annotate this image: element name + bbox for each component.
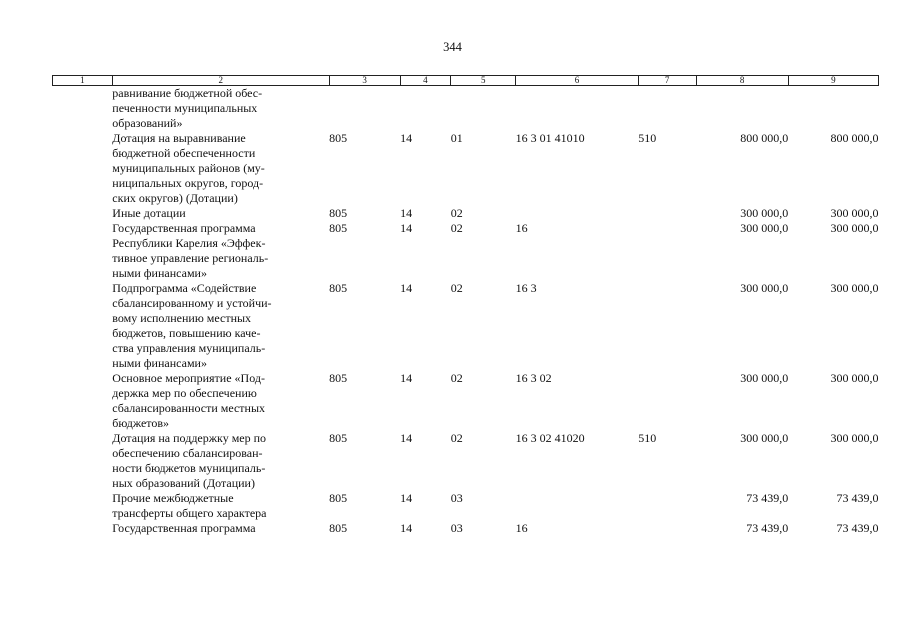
description-line: муниципальных районов (му- <box>112 161 265 175</box>
row-code-ministry: 805 <box>329 221 348 235</box>
row-amount-year2: 300 000,0 <box>830 221 879 235</box>
row-empty-cell <box>53 371 113 431</box>
row-empty-cell <box>53 521 113 536</box>
row-description <box>112 431 329 491</box>
row-description <box>112 491 329 521</box>
row-description <box>112 206 329 221</box>
row-empty-cell <box>53 221 113 281</box>
header-cell: 6 <box>516 76 639 86</box>
description-line: Дотация на поддержку мер по <box>112 431 267 445</box>
row-empty-cell <box>53 131 113 206</box>
header-cell: 7 <box>638 76 696 86</box>
description-line: Подпрограмма «Содействие <box>112 281 257 295</box>
row-code-expense-type <box>638 281 696 371</box>
row-empty-cell <box>53 206 113 221</box>
row-amount-year1: 300 000,0 <box>740 431 789 445</box>
row-code-section: 14 <box>400 371 413 385</box>
description-line: образований» <box>112 116 183 130</box>
header-cell: 3 <box>329 76 400 86</box>
row-code-subsection: 03 <box>450 491 463 505</box>
row-code-subsection: 02 <box>450 371 463 385</box>
row-amount-year1 <box>696 86 788 132</box>
description-line: вому исполнению местных <box>112 311 252 325</box>
page-number: 344 <box>443 40 462 54</box>
description-line: Республики Карелия «Эффек- <box>112 236 266 250</box>
header-cell: 5 <box>451 76 516 86</box>
header-cell: 2 <box>112 76 329 86</box>
description-line: печенности муниципальных <box>112 101 258 115</box>
row-code-section: 14 <box>400 221 413 235</box>
description-line: ными финансами» <box>112 266 207 280</box>
row-code-expense-type <box>638 221 696 281</box>
row-code-subsection: 03 <box>450 521 463 535</box>
row-code-section: 14 <box>400 491 413 505</box>
row-code-section: 14 <box>400 431 413 445</box>
description-line: Прочие межбюджетные <box>112 491 234 505</box>
row-amount-year2 <box>788 86 878 132</box>
row-code-subsection <box>451 86 516 132</box>
description-line: ских округов) (Дотации) <box>112 191 238 205</box>
row-amount-year1: 73 439,0 <box>746 521 789 535</box>
table-row <box>53 431 879 491</box>
row-empty-cell <box>53 431 113 491</box>
description-line: сбалансированному и устойчи- <box>112 296 272 310</box>
row-code-target: 16 <box>515 221 528 235</box>
table-row <box>53 371 879 431</box>
description-line: обеспечению сбалансирован- <box>112 446 263 460</box>
description-line: Дотация на выравнивание <box>112 131 246 145</box>
table-body <box>53 86 879 537</box>
table-row <box>53 221 879 281</box>
table-row <box>53 521 879 536</box>
budget-table <box>52 75 879 536</box>
row-code-ministry: 805 <box>329 206 348 220</box>
row-code-expense-type <box>638 86 696 132</box>
row-description <box>112 131 329 206</box>
description-line: ными финансами» <box>112 356 207 370</box>
row-code-subsection: 02 <box>450 281 463 295</box>
row-description <box>112 86 329 132</box>
row-code-section: 14 <box>400 521 413 535</box>
row-code-target: 16 3 01 41010 <box>515 131 585 145</box>
row-code-ministry: 805 <box>329 521 348 535</box>
row-code-expense-type <box>638 491 696 521</box>
description-line: бюджетов» <box>112 416 170 430</box>
row-amount-year2: 300 000,0 <box>830 371 879 385</box>
description-line: трансферты общего характера <box>112 506 267 520</box>
row-code-section: 14 <box>400 131 413 145</box>
row-code-ministry: 805 <box>329 491 348 505</box>
row-code-expense-type: 510 <box>638 131 657 145</box>
row-code-expense-type <box>638 206 696 221</box>
row-amount-year1: 300 000,0 <box>740 221 789 235</box>
row-amount-year1: 300 000,0 <box>740 206 789 220</box>
row-code-expense-type: 510 <box>638 431 657 445</box>
row-code-target <box>516 206 639 221</box>
description-line: тивное управление региональ- <box>112 251 269 265</box>
row-code-subsection: 01 <box>450 131 463 145</box>
table-row <box>53 86 879 132</box>
description-line: ства управления муниципаль- <box>112 341 266 355</box>
row-amount-year2: 73 439,0 <box>836 521 879 535</box>
description-line: Иные дотации <box>112 206 186 220</box>
row-description <box>112 521 329 536</box>
row-amount-year2: 800 000,0 <box>830 131 879 145</box>
row-code-target: 16 3 02 <box>515 371 552 385</box>
row-code-target: 16 3 <box>515 281 537 295</box>
description-line: Основное мероприятие «Под- <box>112 371 265 385</box>
row-amount-year2: 300 000,0 <box>830 206 879 220</box>
row-amount-year1: 300 000,0 <box>740 371 789 385</box>
row-code-ministry: 805 <box>329 281 348 295</box>
description-line: бюджетов, повышению каче- <box>112 326 261 340</box>
description-line: держка мер по обеспечению <box>112 386 257 400</box>
column-number-header <box>53 76 879 86</box>
row-description <box>112 371 329 431</box>
table-row <box>53 281 879 371</box>
header-cell: 8 <box>696 76 788 86</box>
description-line: Государственная программа <box>112 221 256 235</box>
row-code-section: 14 <box>400 206 413 220</box>
header-cell: 4 <box>400 76 451 86</box>
description-line: Государственная программа <box>112 521 256 535</box>
row-description <box>112 281 329 371</box>
row-code-subsection: 02 <box>450 206 463 220</box>
row-empty-cell <box>53 281 113 371</box>
row-code-ministry: 805 <box>329 371 348 385</box>
description-line: равнивание бюджетной обес- <box>112 86 263 100</box>
row-code-target <box>516 491 639 521</box>
description-line: бюджетной обеспеченности <box>112 146 256 160</box>
row-code-target <box>516 86 639 132</box>
row-code-ministry: 805 <box>329 431 348 445</box>
row-code-target: 16 3 02 41020 <box>515 431 585 445</box>
row-amount-year2: 300 000,0 <box>830 281 879 295</box>
description-line: сбалансированности местных <box>112 401 266 415</box>
header-cell: 1 <box>53 76 113 86</box>
row-code-ministry <box>329 86 400 132</box>
table-row <box>53 491 879 521</box>
header-cell: 9 <box>788 76 878 86</box>
table-row <box>53 206 879 221</box>
description-line: ных образований (Дотации) <box>112 476 255 490</box>
description-line: ниципальных округов, город- <box>112 176 264 190</box>
row-amount-year1: 300 000,0 <box>740 281 789 295</box>
row-amount-year2: 73 439,0 <box>836 491 879 505</box>
row-amount-year2: 300 000,0 <box>830 431 879 445</box>
row-empty-cell <box>53 86 113 132</box>
row-amount-year1: 73 439,0 <box>746 491 789 505</box>
row-code-target: 16 <box>515 521 528 535</box>
row-code-subsection: 02 <box>450 221 463 235</box>
row-code-section: 14 <box>400 281 413 295</box>
row-amount-year1: 800 000,0 <box>740 131 789 145</box>
table-row <box>53 131 879 206</box>
row-code-subsection: 02 <box>450 431 463 445</box>
row-description <box>112 221 329 281</box>
row-code-expense-type <box>638 521 696 536</box>
description-line: ности бюджетов муниципаль- <box>112 461 266 475</box>
row-code-expense-type <box>638 371 696 431</box>
row-empty-cell <box>53 491 113 521</box>
row-code-ministry: 805 <box>329 131 348 145</box>
row-code-section <box>400 86 451 132</box>
